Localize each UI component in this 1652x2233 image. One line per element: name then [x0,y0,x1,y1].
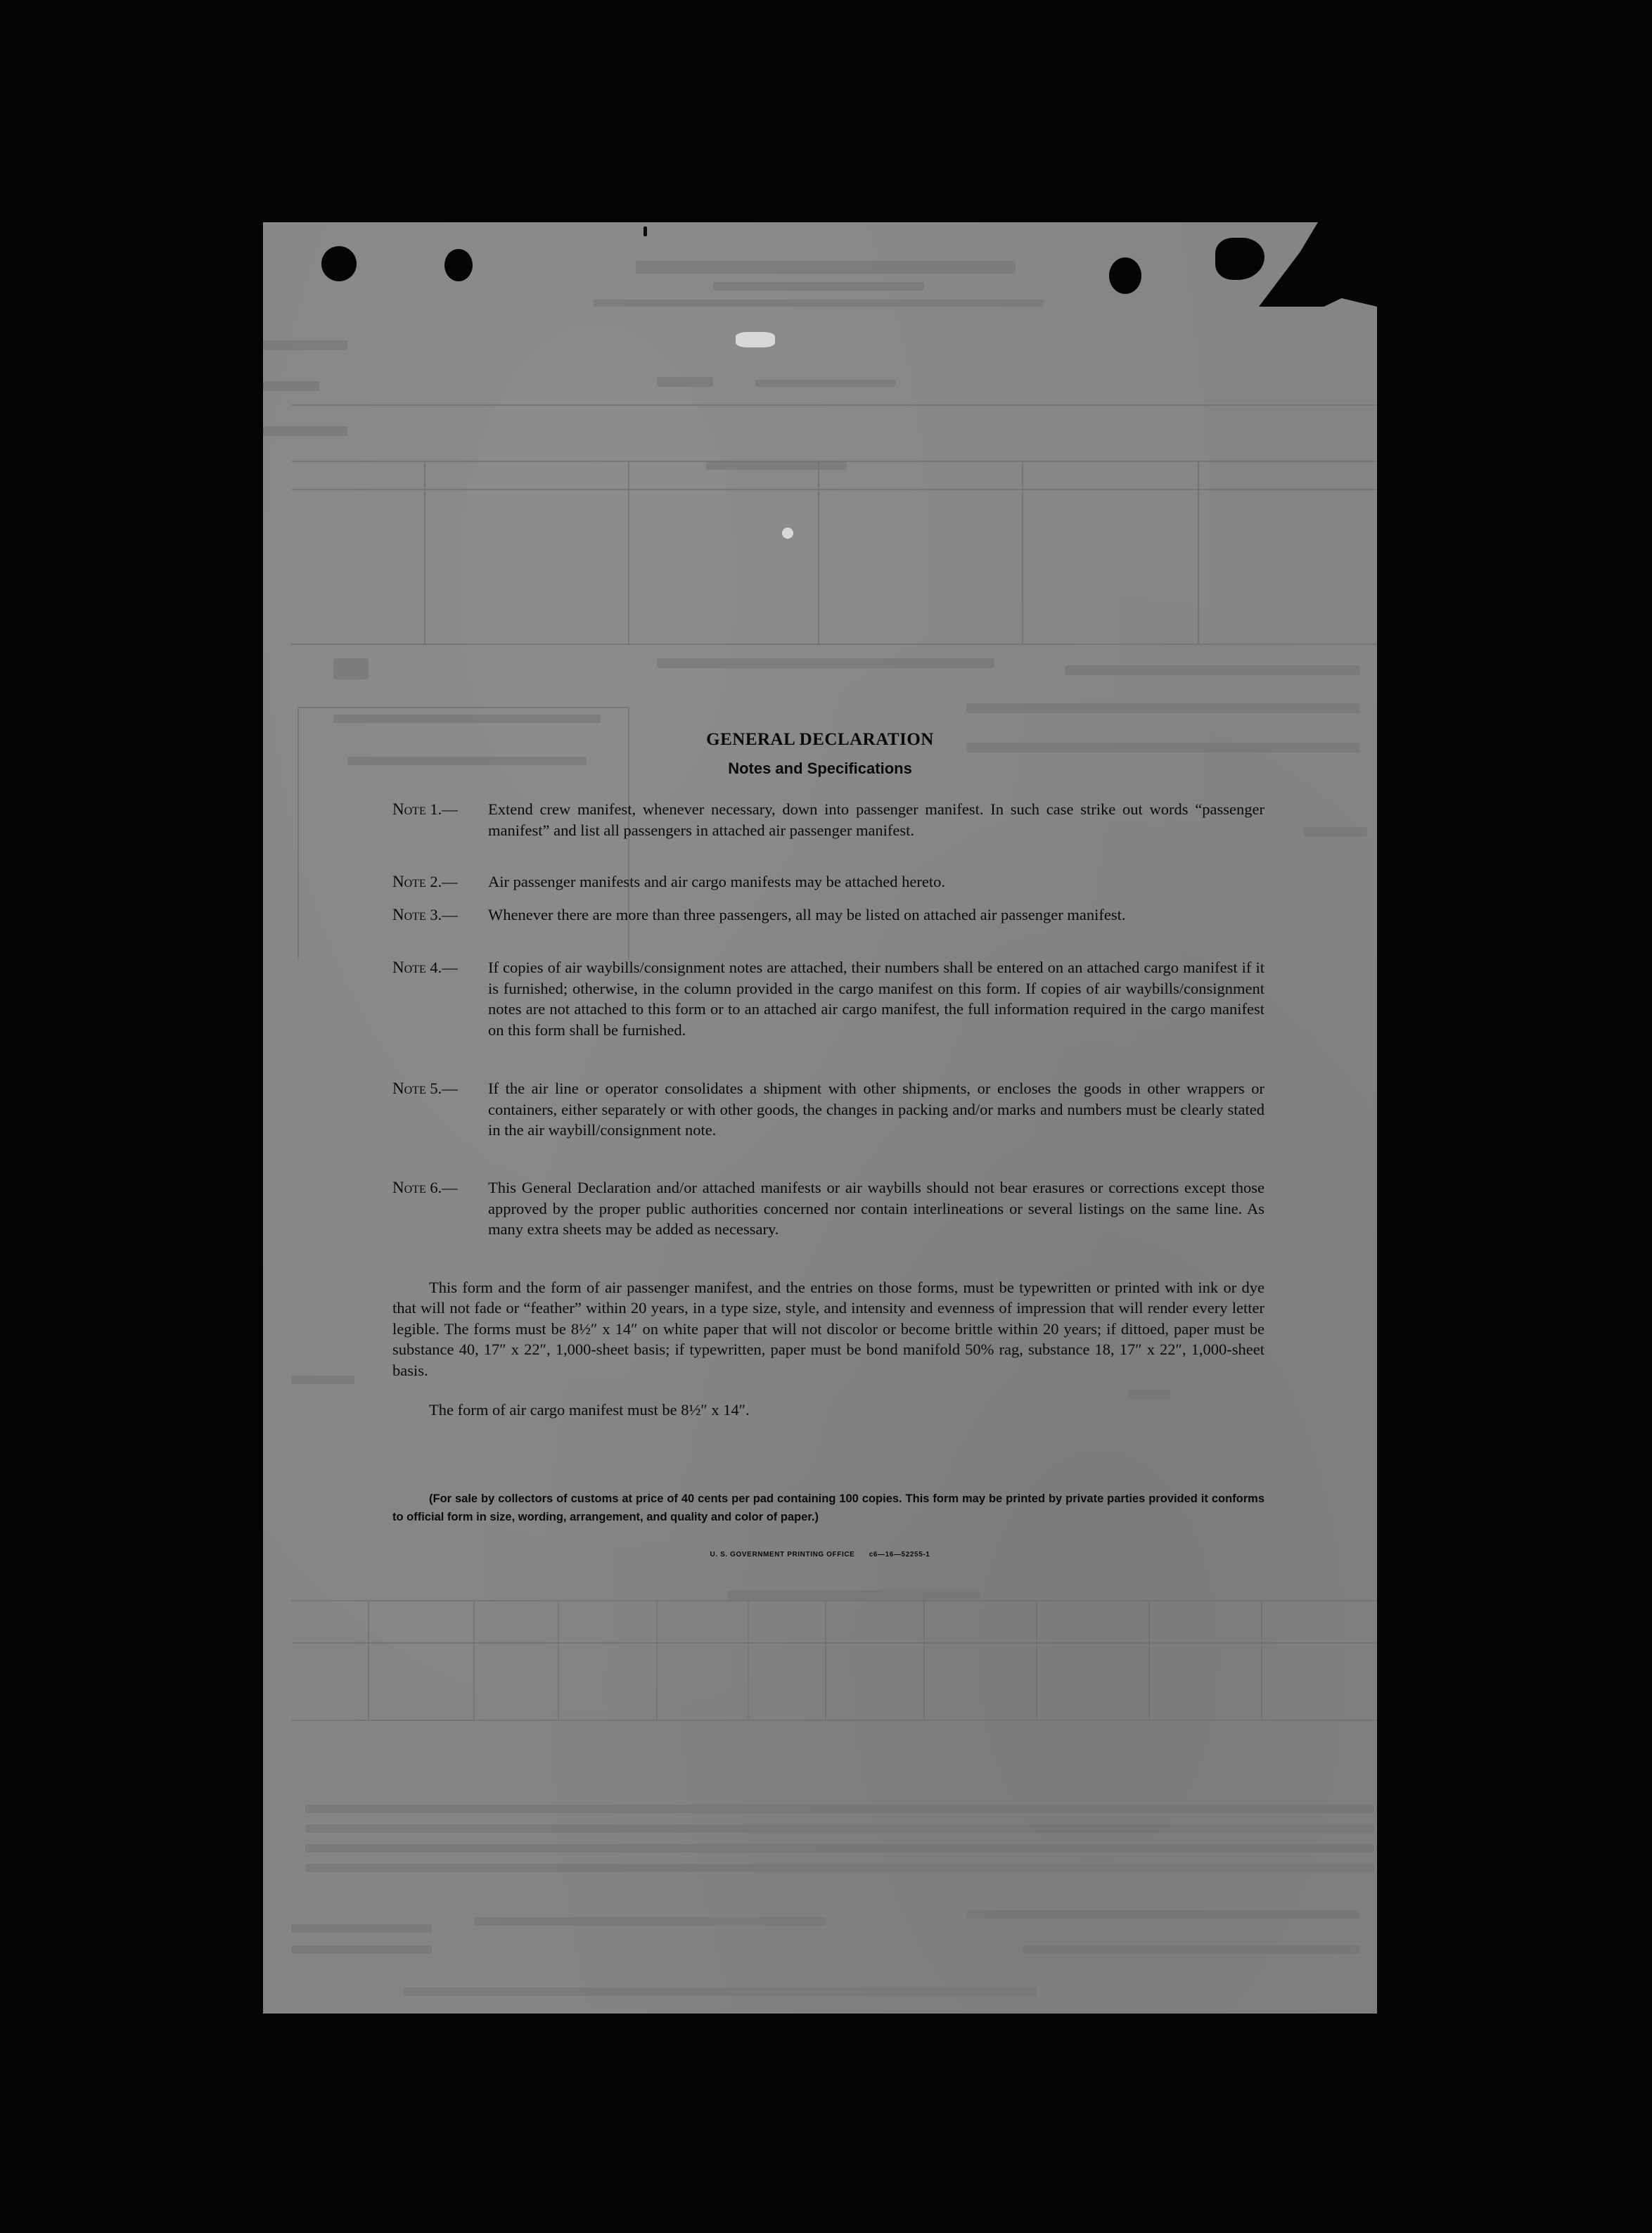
note-2 [392,871,1264,892]
note-1 [392,799,1264,840]
note-label: Note 3.— [392,906,458,923]
printing-office-line [263,1551,1377,1559]
note-text: Whenever there are more than three passengers, all may be listed on attached air passenger manifest. [488,906,1126,923]
document-subtitle: Notes and Specifications [728,760,912,777]
specification-paragraph: This form and the form of air passenger manifest, and the entries on those forms, must be typewritten or printed with ink or dye that will not fade or “feather” within 20 years, in a type size, style, and intensity and evenness of impression that will render every letter legible. The forms must be 8½″ x 14″ on white paper that will not discolor or become brittle within 20 years; if dittoed, paper must be substance 40, 17″ x 22″, 1,000-sheet basis; if typewritten, paper must be bond manifold 50% rag, substance 18, 17″ x 22″, 1,000-sheet basis. [392,1279,1264,1379]
note-text: This General Declaration and/or attached manifests or air waybills should not bear erasures or corrections except those approved by the proper public authorities concerned nor contain interlineations or several listings on the same line. As many extra sheets may be added as necessary. [488,1179,1264,1239]
cargo-manifest-size-line: The form of air cargo manifest must be 8½″ x 14″. [429,1401,750,1419]
note-label: Note 2.— [392,873,458,890]
note-label: Note 6.— [392,1179,458,1196]
note-label: Note 5.— [392,1080,458,1097]
document-title: GENERAL DECLARATION [706,730,934,749]
document-sheet [263,222,1377,2014]
sale-notice: (For sale by collectors of customs at price of 40 cents per pad containing 100 copies. This form may be printed by private parties provided it conforms to official form in size, wording, arrangement, and quality and color of paper.) [392,1492,1264,1523]
notes-and-specifications [263,222,1377,2014]
printing-office: U. S. GOVERNMENT PRINTING OFFICE [710,1551,855,1559]
note-5 [392,1078,1264,1141]
note-4 [392,957,1264,1040]
note-label: Note 1.— [392,800,458,818]
note-3 [392,904,1264,926]
note-text: If the air line or operator consolidates a shipment with other shipments, or encloses the goods in other wrappers or containers, either separately or with other goods, the changes in packing and/or marks and numbers must be clearly stated in the air waybill/consignment note. [488,1080,1264,1139]
printing-code: c6—16—52255-1 [869,1551,930,1559]
note-text: Air passenger manifests and air cargo manifests may be attached hereto. [488,873,945,890]
note-text: Extend crew manifest, whenever necessary, down into passenger manifest. In such case strike out words “passenger manifest” and list all passengers in attached air passenger manifest. [488,800,1264,839]
note-label: Note 4.— [392,959,458,976]
note-6 [392,1177,1264,1240]
note-text: If copies of air waybills/consignment notes are attached, their numbers shall be entered on an attached cargo manifest if it is furnished; otherwise, in the column provided in the cargo manifest on this form. If copies of air waybills/consignment notes are not attached to this form or to an attached air cargo manifest, the full information required in the cargo manifest on this form shall be furnished. [488,959,1264,1039]
